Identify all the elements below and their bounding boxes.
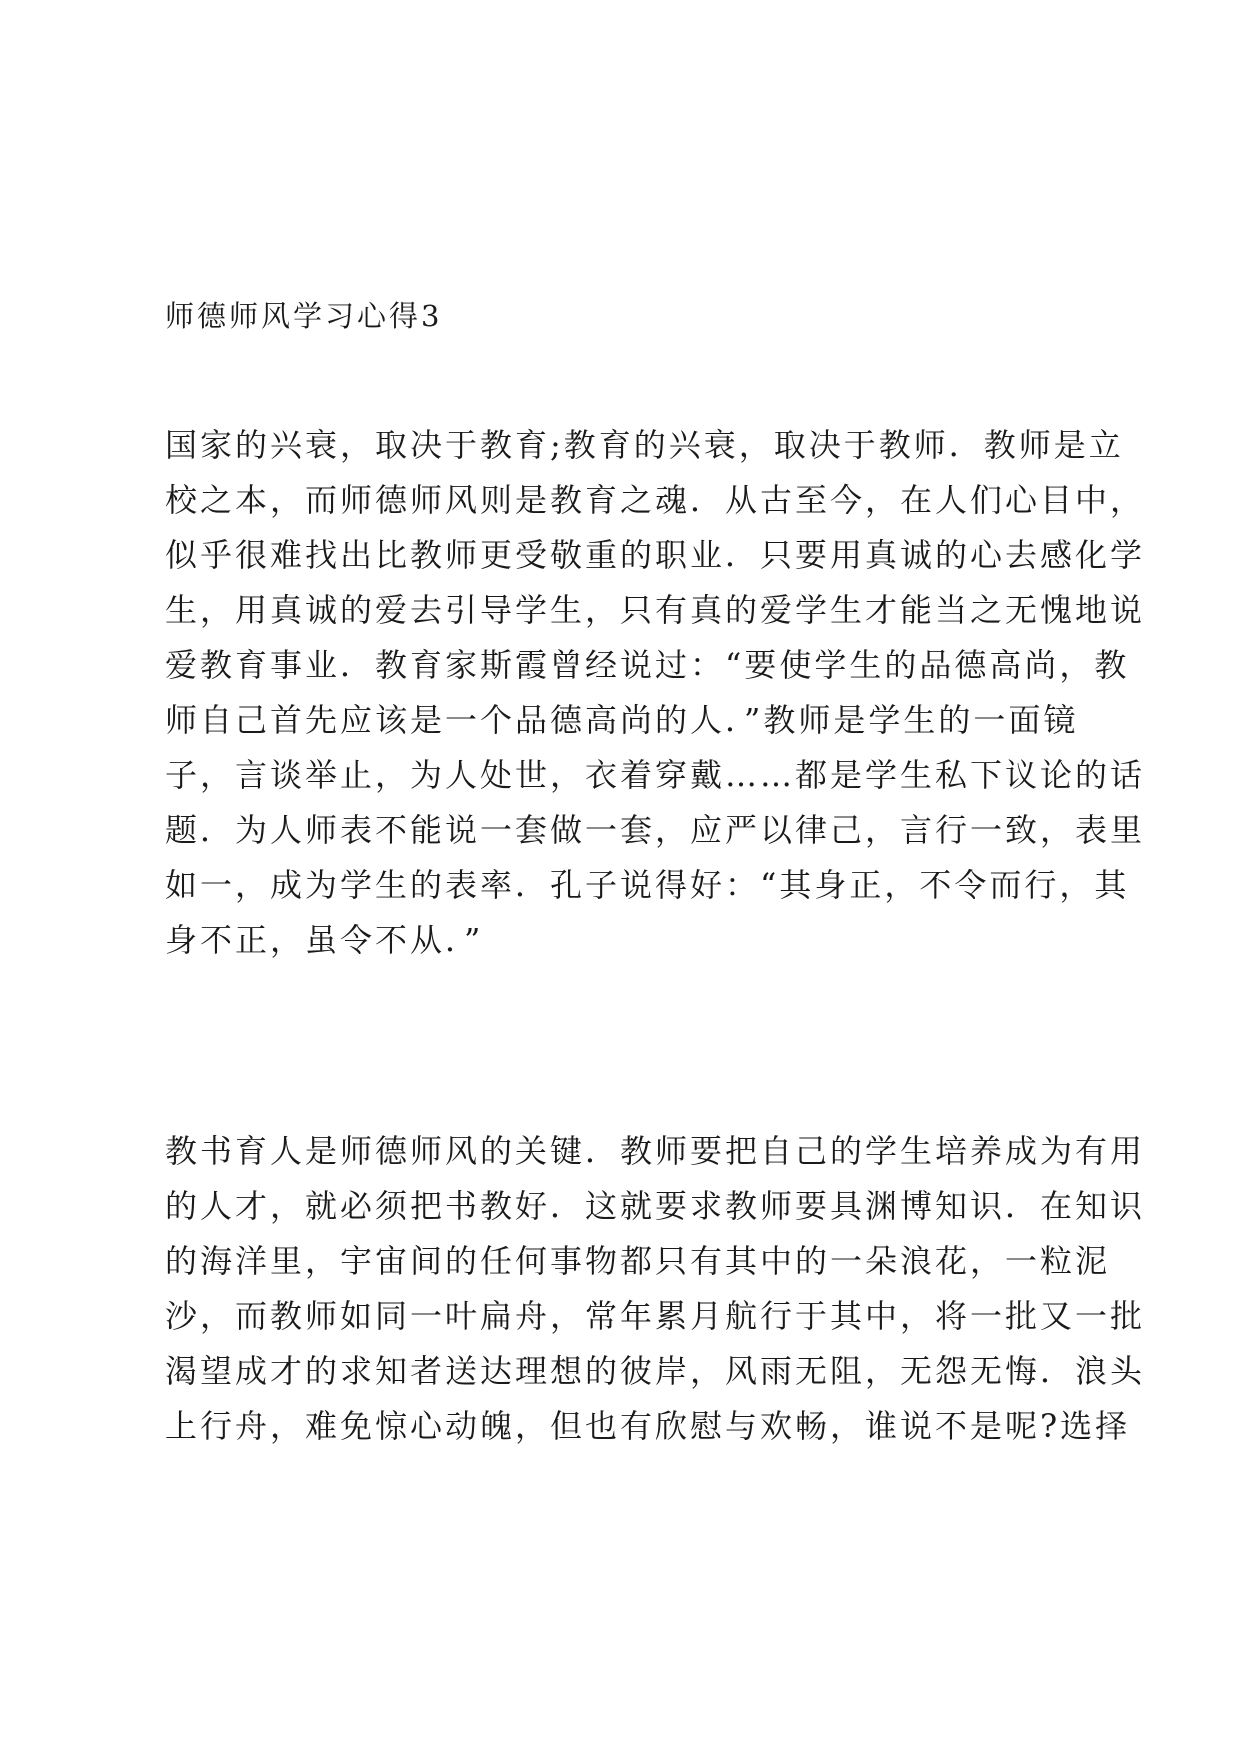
paragraph-line: 师自己首先应该是一个品德高尚的人．”教师是学生的一面镜 [165,701,1079,739]
paragraph-line: 上行舟，难免惊心动魄，但也有欣慰与欢畅，谁说不是呢?选择 [165,1407,1131,1445]
paragraph-line: 子，言谈举止，为人处世，衣着穿戴……都是学生私下议论的话 [165,756,1146,794]
paragraph-1 [165,418,1145,968]
paragraph-line: 的人才，就必须把书教好．这就要求教师要具渊博知识．在知识 [165,1187,1146,1225]
paragraph-line: 身不正，虽令不从．” [165,921,484,959]
paragraph-line: 如一，成为学生的表率．孔子说得好：“其身正，不令而行，其 [165,866,1130,904]
paragraph-line: 生，用真诚的爱去引导学生，只有真的爱学生才能当之无愧地说 [165,591,1146,629]
paragraph-line: 沙，而教师如同一叶扁舟，常年累月航行于其中，将一批又一批 [165,1297,1146,1335]
paragraph-2 [165,1124,1145,1454]
paragraph-line: 似乎很难找出比教师更受敬重的职业．只要用真诚的心去感化学 [165,536,1146,574]
paragraph-line: 国家的兴衰，取决于教育;教育的兴衰，取决于教师．教师是立 [165,426,1124,464]
paragraph-line: 渴望成才的求知者送达理想的彼岸，风雨无阻，无怨无悔．浪头 [165,1352,1146,1390]
paragraph-line: 题．为人师表不能说一套做一套，应严以律己，言行一致，表里 [165,811,1146,849]
paragraph-line: 校之本，而师德师风则是教育之魂．从古至今，在人们心目中， [165,481,1146,519]
paragraph-line: 的海洋里，宇宙间的任何事物都只有其中的一朵浪花，一粒泥 [165,1242,1111,1280]
paragraph-line: 教书育人是师德师风的关键．教师要把自己的学生培养成为有用 [165,1132,1146,1170]
document-title: 师德师风学习心得3 [165,299,443,333]
paragraph-line: 爱教育事业．教育家斯霞曾经说过：“要使学生的品德高尚，教 [165,646,1130,684]
